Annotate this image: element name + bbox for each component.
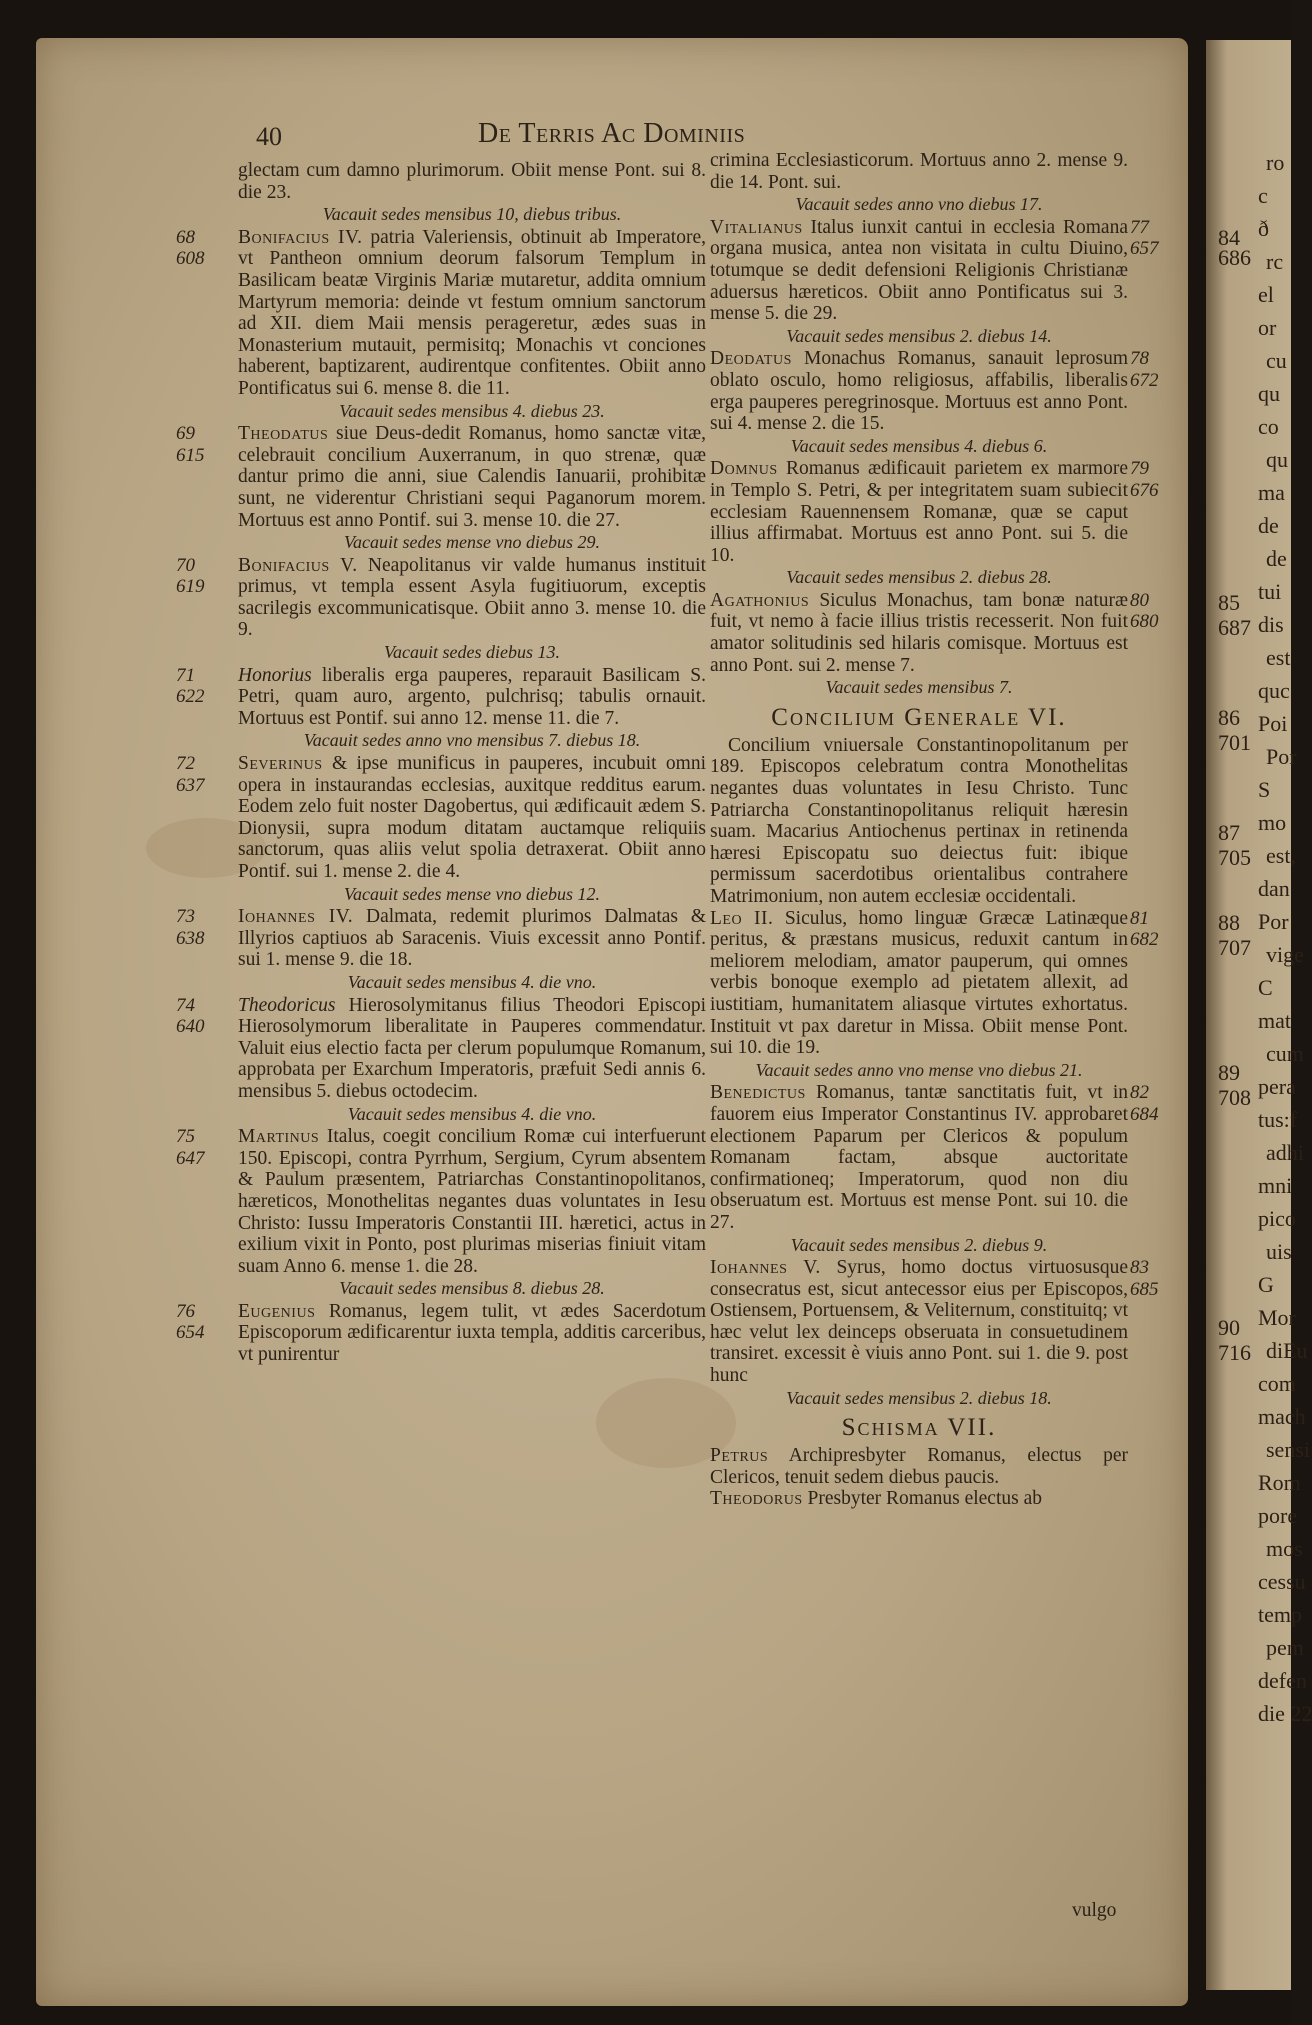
margin-number: 70 619 <box>176 554 205 598</box>
margin-number: 83 685 <box>1130 1257 1159 1300</box>
facing-text-fragment: S <box>1258 777 1271 802</box>
vacancy-note: Vacauit sedes mensibus 4. diebus 23. <box>339 400 605 421</box>
pope-name: Martinus <box>238 1126 320 1148</box>
facing-text-fragment: Rom <box>1258 1470 1301 1495</box>
facing-margin-number: 90 <box>1218 1315 1240 1340</box>
facing-text-fragment: qu <box>1258 381 1280 406</box>
pope-entry <box>176 664 706 730</box>
facing-margin-number: 89 <box>1218 1060 1240 1085</box>
facing-text-fragment: mach <box>1258 1404 1306 1429</box>
entry-text: crimina Ecclesiasticorum. Mortuus anno 2. mense 9. die 14. Pont. sui. <box>710 150 1128 193</box>
pope-name: Bonifacius V. <box>238 554 358 576</box>
pope-entry <box>176 1126 706 1277</box>
entry-text: Romanus, tantæ sanctitatis fuit, vt in fauorem eius Imperator Constantinus IV. approbaret electionem Paparum per Clericos & populum Romanam factam, absque auctoritate confirmationeq; Imperatorum, quod non diu obseruatum est. Mortuus est mense Pont. sui 10. die 27. <box>710 1082 1128 1233</box>
margin-number: 73 638 <box>176 906 205 949</box>
pope-name: Honorius <box>238 664 312 686</box>
vacancy-note: Vacauit sedes anno vno mense vno diebus 21. <box>755 1059 1083 1080</box>
continued-text <box>238 160 706 203</box>
facing-text-fragment: est, <box>1266 843 1296 868</box>
vacancy-note: Vacauit sedes mensibus 7. <box>825 677 1013 698</box>
pope-name: Agathonius <box>710 589 810 611</box>
pope-entry <box>710 1257 1159 1387</box>
pope-entry <box>710 589 1159 676</box>
facing-margin-number: 84 <box>1218 225 1240 250</box>
vacancy-note: Vacauit sedes mensibus 2. diebus 28. <box>786 567 1052 588</box>
entry-text: Italus iunxit cantui in ecclesia Romana organa musica, antea non visitata in cultu Diuino, totumque se dedit defensioni Religionis Christianæ aduersus hæreticos. Obiit anno Pontificatus sui 3. mense 5. die 29. <box>710 216 1128 325</box>
facing-text-fragment: pem <box>1266 1635 1304 1660</box>
pope-name: Bonifacius IV. <box>238 226 363 248</box>
pope-name: Vitalianus <box>710 216 803 238</box>
facing-text-fragment: c <box>1258 183 1268 208</box>
facing-text-fragment: de <box>1266 546 1287 571</box>
facing-text-fragment: mni <box>1258 1173 1293 1198</box>
vacancy-note: Vacauit sedes mensibus 8. diebus 28. <box>339 1278 605 1299</box>
pope-entry <box>710 1082 1159 1233</box>
facing-text-fragment: diEu <box>1266 1338 1308 1363</box>
pope-entry <box>710 1488 1128 1510</box>
facing-text-fragment: est <box>1266 645 1291 670</box>
pope-name: Theodoricus <box>238 994 336 1016</box>
facing-margin-number: 85 <box>1218 590 1240 615</box>
pope-entry <box>176 994 706 1103</box>
pope-name: Theodatus <box>238 423 329 445</box>
facing-margin-number: 701 <box>1218 730 1251 755</box>
margin-number: 68 608 <box>176 226 205 270</box>
facing-text-fragment: ð <box>1258 216 1269 241</box>
vacancy-note: Vacauit sedes mensibus 2. diebus 14. <box>786 325 1052 346</box>
vacancy-note: Vacauit sedes mensibus 2. diebus 18. <box>786 1387 1052 1408</box>
facing-text-fragment: de <box>1258 513 1279 538</box>
entry-text: Monachus Romanus, sanauit leprosum oblato osculo, homo religiosus, affabilis, liberalis erga pauperes peregrinosque. Mortuus est anno Pont. sui 4. mense 2. die 15. <box>710 348 1128 435</box>
pope-entry <box>710 216 1159 325</box>
facing-text-fragment: or <box>1258 315 1277 340</box>
vacancy-note: Vacauit sedes mensibus 10, diebus tribus. <box>322 204 622 225</box>
pope-entry <box>176 226 706 400</box>
pope-name: Iohannes V. <box>710 1257 821 1279</box>
pope-name: Theodorus <box>710 1488 803 1510</box>
facing-text-fragment: adhi <box>1266 1140 1304 1165</box>
facing-text-fragment: mos <box>1266 1536 1303 1561</box>
facing-text-fragment: dan <box>1258 876 1290 901</box>
entry-text: Syrus, homo doctus virtuosusque consecratus est, sicut antecessor eius per Episcopos, Ostiensem, Portuensem, & Veliternum, constituitq; vt hæc velut lex deinceps obseruata in consuetudinem transiret. excessit è viuis anno Pont. sui 1. die 9. post hunc <box>710 1257 1128 1387</box>
pope-entry <box>176 423 706 531</box>
margin-number: 82 684 <box>1130 1082 1159 1125</box>
facing-text-fragment: tui <box>1258 579 1282 604</box>
pope-name: Petrus <box>710 1445 769 1467</box>
entry-text: Romanus, legem tulit, vt ædes Sacerdotum Episcoporum ædificarentur iuxta templa, additis carceribus, vt punirentur <box>238 1300 706 1366</box>
vacancy-note: Vacauit sedes mense vno diebus 12. <box>344 883 600 904</box>
facing-text-fragment: uis <box>1266 1239 1292 1264</box>
pope-entry <box>710 458 1159 566</box>
margin-number: 71 622 <box>176 664 205 708</box>
page-number: 40 <box>256 122 282 151</box>
facing-text-fragment: quc <box>1258 678 1290 703</box>
pope-entry <box>176 906 707 971</box>
pope-entry <box>176 1300 706 1366</box>
facing-text-fragment: ma <box>1258 480 1285 505</box>
entry-text: Neapolitanus vir valde humanus instituit primus, vt templa essent Asyla fugitiuorum, exceptis sacrilegis excommunicatisque. Obiit anno 3. mense 10. die 9. <box>238 554 706 641</box>
margin-number: 75 647 <box>176 1126 205 1169</box>
facing-text-fragment: co <box>1258 414 1279 439</box>
entry-text: liberalis erga pauperes, reparauit Basilicam S. Petri, quam auro, argento, pulchrisq; tabulis ornauit. Mortuus est Pontif. sui anno 12. mense 11. die 7. <box>238 664 706 729</box>
facing-text-fragment: el <box>1258 282 1274 307</box>
vacancy-note: Vacauit sedes mensibus 4. die vno. <box>347 1103 597 1124</box>
facing-text-fragment: vige <box>1266 942 1304 967</box>
pope-name: Benedictus <box>710 1082 806 1104</box>
entry-text: siue Deus-dedit Romanus, homo sanctæ vitæ, celebrauit concilium Auxerranum, in quo strenæ, quæ dantur primo die anni, siue Calendis Ianuarii, prohibitæ sunt, ne viderentur Christiani sequi Paganorum morem. Mortuus est anno Pontif. sui 3. mense 10. die 27. <box>238 423 706 531</box>
facing-text-fragment: pore <box>1258 1503 1298 1528</box>
facing-text-fragment: qu <box>1266 447 1288 472</box>
section-heading: Schisma VII. <box>841 1414 997 1442</box>
entry-text: Romanus ædificauit parietem ex marmore in Templo S. Petri, & per integritatem suam subiecit ecclesiam Rauennensem Romanæ, quæ se caput illius affirmabat. Mortuus est anno Pont. sui 5. die 10. <box>710 458 1128 566</box>
margin-number: 69 615 <box>176 423 205 466</box>
pope-entry <box>710 907 1159 1059</box>
margin-number: 76 654 <box>176 1300 205 1344</box>
facing-text-fragment: C <box>1258 975 1273 1000</box>
vacancy-note: Vacauit sedes anno vno diebus 17. <box>795 194 1043 215</box>
pope-entry <box>176 753 706 883</box>
running-head: De Terris Ac Dominiis <box>478 118 746 149</box>
vacancy-note: Vacauit sedes mensibus 2. diebus 9. <box>790 1234 1048 1255</box>
entry-text: & ipse munificus in pauperes, incubuit omni opera in instaurandas ecclesias, auxitque redditus earum. Eodem zelo fuit noster Dagobertus, qui ædificauit ædem S. Dionysii, supra modum ditatam auctamque reliquiis sanctorum, quas aliis velut spolia detraxerat. Obiit anno Pontif. sui 1. mense 2. die 4. <box>238 753 706 882</box>
facing-margin-number: 687 <box>1218 615 1251 640</box>
facing-text-fragment: ro <box>1266 150 1285 175</box>
entry-text: Siculus, homo linguæ Græcæ Latinæque peritus, & præstans musicus, reduxit cantum in meliorem melodiam, amator pauperum, qui omnes verbis bonoque exemplo ad pietatem allexit, ad iustitiam, humanitatem aliasque virtutes exhortatus. Instituit vt pax daretur in Missa. Obiit mense Pont. sui 10. die 19. <box>710 907 1128 1059</box>
facing-margin-number: 705 <box>1218 845 1251 870</box>
facing-text-fragment: cessu <box>1258 1569 1306 1594</box>
facing-text-fragment: pico <box>1258 1206 1296 1231</box>
entry-text: Presbyter Romanus electus ab <box>802 1488 1043 1510</box>
catchword: vulgo <box>1072 1900 1117 1921</box>
facing-text-fragment: Mor <box>1258 1305 1296 1330</box>
entry-text: Siculus Monachus, tam bonæ naturæ fuit, vt nemo à facie illius tristis recesserit. Non fuit amator solitudinis sed hilaris comisque. Mortuus est anno Pont. sui 2. mense 7. <box>710 589 1128 676</box>
facing-text-fragment: Poi <box>1258 711 1288 736</box>
margin-number: 77 657 <box>1130 216 1159 260</box>
pope-name: Leo II. <box>710 907 774 929</box>
entry-text: glectam cum damno plurimorum. Obiit mense Pont. sui 8. die 23. <box>238 160 706 203</box>
entry-text: Archipresbyter Romanus, electus per Clericos, tenuit sedem diebus paucis. <box>710 1445 1128 1488</box>
pope-entry <box>710 348 1159 435</box>
margin-number: 78 672 <box>1130 348 1159 391</box>
facing-text-fragment: mo <box>1258 810 1287 835</box>
facing-text-fragment: tus:f <box>1258 1107 1298 1132</box>
facing-text-fragment: pera <box>1258 1074 1296 1099</box>
margin-number: 72 637 <box>176 753 205 796</box>
facing-margin-number: 716 <box>1218 1340 1251 1365</box>
pope-entry <box>176 554 706 641</box>
continued-text <box>710 150 1128 193</box>
facing-text-fragment: cu <box>1266 348 1287 373</box>
facing-margin-number: 708 <box>1218 1085 1251 1110</box>
margin-number: 81 682 <box>1130 907 1159 951</box>
margin-number: 79 676 <box>1130 458 1159 501</box>
pope-name: Severinus <box>238 753 323 775</box>
facing-margin-number: 686 <box>1218 245 1251 270</box>
facing-margin-number: 87 <box>1218 820 1240 845</box>
facing-text-fragment: Por <box>1266 744 1297 769</box>
margin-number: 80 680 <box>1130 589 1159 633</box>
facing-text-fragment: dis <box>1258 612 1284 637</box>
facing-margin-number: 86 <box>1218 705 1240 730</box>
facing-text-fragment: cum <box>1266 1041 1304 1066</box>
pope-name: Domnus <box>710 458 778 480</box>
vacancy-note: Vacauit sedes mensibus 4. die vno. <box>347 971 597 992</box>
left-column <box>176 160 707 1366</box>
vacancy-note: Vacauit sedes anno vno mensibus 7. diebus 18. <box>303 730 641 751</box>
pope-name: Eugenius <box>238 1300 316 1322</box>
facing-text-fragment: Por <box>1258 909 1289 934</box>
facing-text-fragment: defen <box>1258 1668 1307 1693</box>
pope-name: Iohannes IV. <box>238 906 354 928</box>
facing-text-fragment: temp <box>1258 1602 1302 1627</box>
entry-text: Italus, coegit concilium Romæ cui interfuerunt 150. Episcopi, contra Pyrrhum, Sergium, Cyrum absentem & Paulum præsentem, Patriarchas Constantinopolitanos, hæreticos, Monothelitas negantes duas voluntates in Iesu Christo: Iussu Imperatoris Constantii III. hæretici, actus in exilium vixit in Ponto, post plurimas miserias finiuit vitam suam Anno 6. mense 1. die 28. <box>238 1126 706 1277</box>
facing-margin-number: 707 <box>1218 935 1251 960</box>
facing-text-fragment: mat <box>1258 1008 1291 1033</box>
entry-text: Hierosolymitanus filius Theodori Episcopi Hierosolymorum liberalitate in Pauperes commendatur. Valuit eius electio facta per clerum populumque Romanum, approbata per Exarchum Imperatoris, præfuit Sedi annis 6. mensibus 5. diebus octodecim. <box>238 994 706 1102</box>
facing-text-fragment: rc <box>1266 249 1284 274</box>
vacancy-note: Vacauit sedes diebus 13. <box>384 642 560 663</box>
facing-text-fragment: G <box>1258 1272 1274 1297</box>
facing-text-fragment: com <box>1258 1371 1296 1396</box>
pope-entry <box>710 1445 1128 1488</box>
vacancy-note: Vacauit sedes mense vno diebus 29. <box>344 532 600 553</box>
facing-text-fragment: die 22 <box>1258 1701 1312 1726</box>
vacancy-note: Vacauit sedes mensibus 4. diebus 6. <box>790 435 1048 456</box>
section-heading: Concilium Generale VI. <box>771 703 1067 731</box>
margin-number: 74 640 <box>176 994 205 1038</box>
council-paragraph: Concilium vniuersale Constantinopolitanum per 189. Episcopos celebratum contra Monothelitas negantes duas voluntates in Iesu Christo. Tunc Patriarcha Constantinopolitanus reliquit hæresin suam. Macarius Antiochenus pertinax in retinenda hæresi Episcopatu suo deiectus fuit: ibique permissum sacerdotibus orientalibus contrahere Matrimonium, non autem ecclesiæ occidentali. <box>710 734 1128 907</box>
facing-page-edge <box>1206 40 1312 1990</box>
right-column <box>710 150 1159 1510</box>
entry-text: patria Valeriensis, obtinuit ab Imperatore, vt Pantheon omnium deorum falsorum Templum in Basilicam beatæ Virginis Mariæ mutaretur, addita omnium Martyrum memoria: deinde vt festum omnium sanctorum ad XII. diem Maii mensis perageretur, ædes suas in Monasterium mutauit, permisitq; Monachis vt conciones haberent, baptizarent, audirentque confitentes. Obiit anno Pontificatus sui 6. mense 8. die 11. <box>238 226 706 399</box>
facing-text-fragment: sensi <box>1266 1437 1310 1462</box>
entry-text: Dalmata, redemit plurimos Dalmatas & Illyrios captiuos ab Saracenis. Viuis excessit anno Pontif. sui 1. mense 9. die 18. <box>238 906 707 971</box>
pope-name: Deodatus <box>710 348 792 370</box>
facing-margin-number: 88 <box>1218 910 1240 935</box>
